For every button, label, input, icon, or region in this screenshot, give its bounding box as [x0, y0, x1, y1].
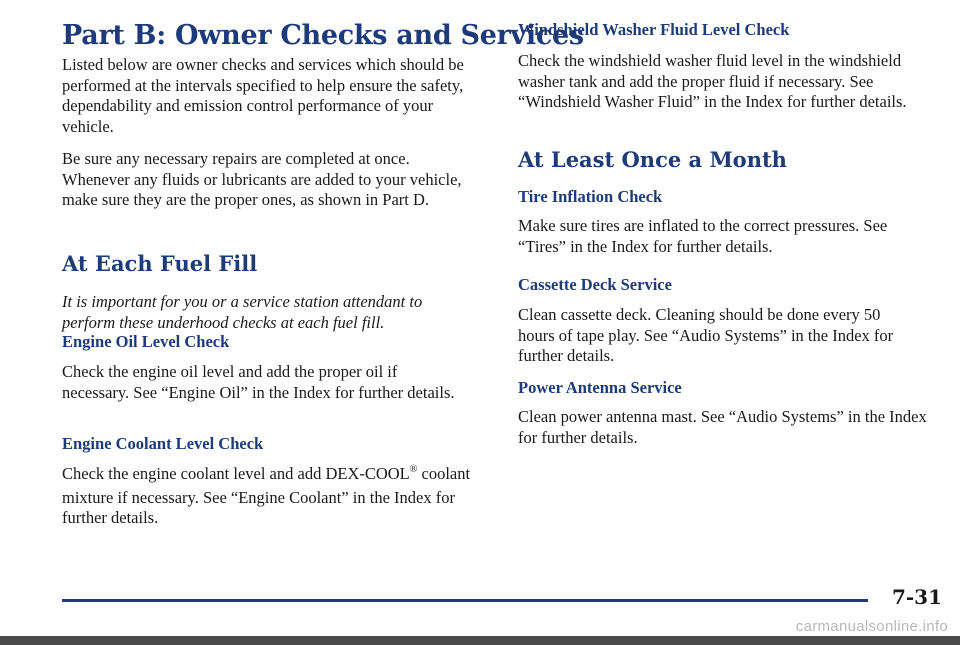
bottom-band: [0, 636, 960, 645]
washer-fluid-paragraph: Check the windshield washer fluid level in the windshield washer tank and add the proper fluid if necessary. See “Windshield Washer Fluid” in the Index for further details.: [518, 51, 907, 112]
footer-rule: [62, 599, 868, 602]
subheading-engine-coolant: Engine Coolant Level Check: [62, 434, 264, 453]
coolant-text-start: Check the engine coolant level and add DEX-COOL: [62, 464, 410, 483]
section-heading-once-a-month: At Least Once a Month: [518, 147, 787, 172]
fuel-fill-note: It is important for you or a service station attendant to perform these underhood checks at each fuel fill.: [62, 292, 423, 332]
page-title: Part B: Owner Checks and Services: [62, 20, 584, 51]
intro-paragraph: Listed below are owner checks and services which should be performed at the intervals specified to help ensure the safety, dependability and emission control performance of your vehicle.: [62, 55, 464, 136]
power-antenna-paragraph: Clean power antenna mast. See “Audio Systems” in the Index for further details.: [518, 407, 927, 447]
coolant-text-end: coolant mixture if necessary. See “Engine Coolant” in the Index for further details.: [62, 464, 471, 528]
subheading-tire-inflation: Tire Inflation Check: [518, 187, 663, 206]
repairs-paragraph: Be sure any necessary repairs are completed at once. Whenever any fluids or lubricants are added to your vehicle, make sure they are the proper ones, as shown in Part D.: [62, 149, 462, 210]
engine-coolant-paragraph: [62, 464, 472, 529]
subheading-power-antenna: Power Antenna Service: [518, 378, 682, 397]
section-heading-fuel-fill: At Each Fuel Fill: [62, 251, 258, 276]
subheading-cassette-deck: Cassette Deck Service: [518, 275, 672, 294]
engine-oil-paragraph: Check the engine oil level and add the proper oil if necessary. See “Engine Oil” in the Index for further details.: [62, 362, 455, 402]
cassette-deck-paragraph: Clean cassette deck. Cleaning should be done every 50 hours of tape play. See “Audio Systems” in the Index for further details.: [518, 305, 894, 366]
subheading-engine-oil: Engine Oil Level Check: [62, 332, 230, 351]
watermark: carmanualsonline.info: [795, 618, 948, 635]
registered-mark: ®: [409, 464, 418, 475]
page-number: 7-31: [891, 585, 942, 609]
subheading-washer-fluid: Windshield Washer Fluid Level Check: [518, 20, 790, 39]
tire-inflation-paragraph: Make sure tires are inflated to the correct pressures. See “Tires” in the Index for further details.: [518, 216, 888, 256]
